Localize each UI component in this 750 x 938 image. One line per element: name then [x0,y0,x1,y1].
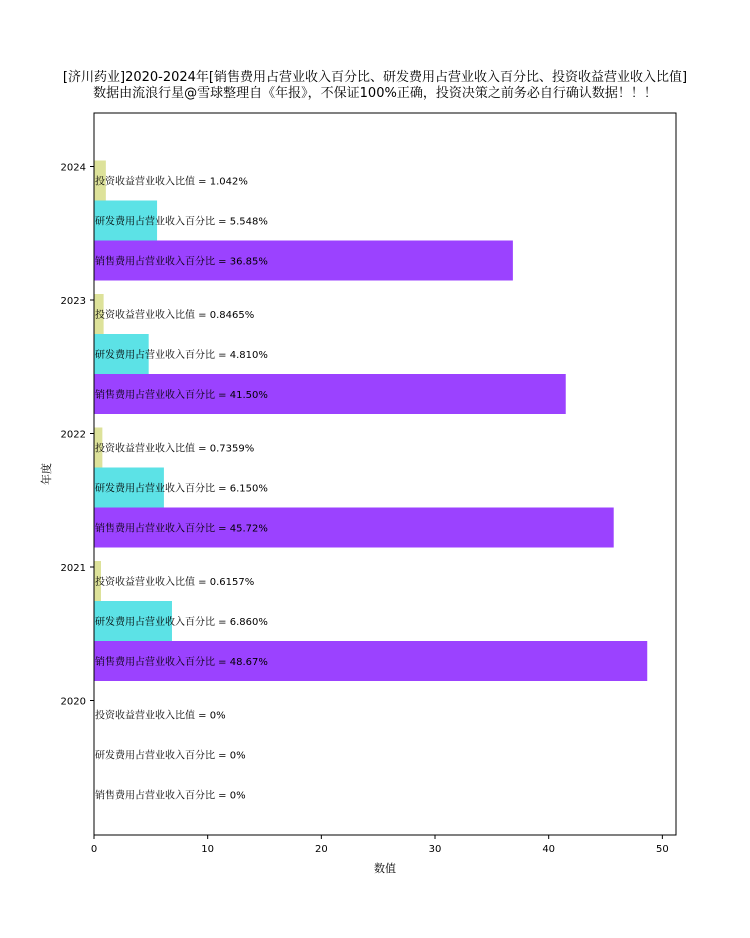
data-label: 研发费用占营业收入百分比 = 4.810% [95,350,268,361]
chart-title: [济川药业]2020-2024年[销售费用占营业收入百分比、研发费用占营业收入百分比、投资收益营业收入比值] [62,70,688,85]
bars-group [94,161,647,682]
x-tick-label: 50 [655,844,669,855]
data-label: 投资收益营业收入比值 = 0.8465% [95,310,255,321]
data-label: 销售费用占营业收入百分比 = 48.67% [95,657,268,668]
data-label: 投资收益营业收入比值 = 1.042% [95,176,248,188]
x-tick-label: 30 [428,844,442,855]
data-label: 研发费用占营业收入百分比 = 0% [95,750,246,762]
y-tick-label: 2022 [60,429,86,441]
data-label: 投资收益营业收入比值 = 0.7359% [95,443,255,455]
y-axis [61,163,94,708]
x-tick-label: 0 [90,844,98,855]
data-label: 研发费用占营业收入百分比 = 6.150% [95,483,268,495]
data-label: 销售费用占营业收入百分比 = 45.72% [95,523,268,535]
y-tick-label: 2023 [60,296,86,307]
y-tick-label: 2020 [60,696,86,708]
y-tick-label: 2021 [60,563,86,574]
x-tick-label: 10 [201,844,215,855]
y-axis-label: 年度 [40,463,53,485]
data-label: 研发费用占营业收入百分比 = 5.548% [95,216,268,228]
chart-subtitle: 数据由流浪行星@雪球整理自《年报》，不保证100%正确，投资决策之前务必自行确认数据！！！ [93,86,657,101]
data-label: 销售费用占营业收入百分比 = 41.50% [95,390,268,401]
x-axis-label: 数值 [374,862,396,875]
data-label: 投资收益营业收入比值 = 0.6157% [95,577,255,588]
x-axis [91,835,669,855]
data-label: 销售费用占营业收入百分比 = 0% [95,790,246,802]
data-label: 研发费用占营业收入百分比 = 6.860% [95,617,268,628]
data-label: 销售费用占营业收入百分比 = 36.85% [95,256,268,268]
y-tick-label: 2024 [60,162,86,174]
x-tick-label: 20 [314,844,328,855]
data-label: 投资收益营业收入比值 = 0% [95,710,226,722]
x-tick-label: 40 [542,844,556,855]
